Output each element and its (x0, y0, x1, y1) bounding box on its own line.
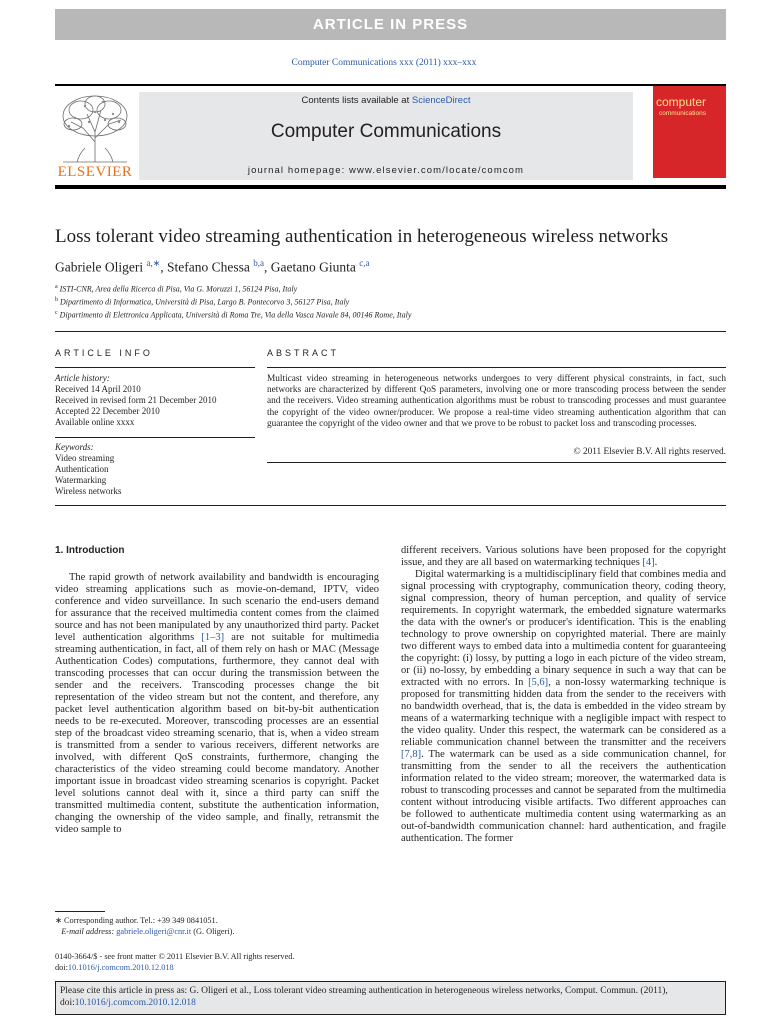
issn-line: 0140-3664/$ - see front matter © 2011 Elsevier B.V. All rights reserved. (55, 952, 295, 961)
citation-link[interactable]: [5,6] (528, 677, 549, 688)
cover-title: computer (656, 95, 707, 109)
front-matter-rule (55, 331, 726, 332)
affiliation-text: Dipartimento di Elettronica Applicata, Università di Roma Tre, Via della Vasca Navale 84, 00146 Rome, Italy (59, 310, 412, 320)
paragraph-text: are not suitable for multimedia streaming authentication, in fact, all of them rely on hash or MAC (Message Authentication Codes) computations, furthermore, they cannot deal with transcoding processes that can occur during the transmission between the sender and the receivers. Transcoding processes change the bit representation of the video stream but not the content, and therefore, any packet level authentication algorithm based on bit-by-bit authentication needs to be re-executed. Moreover, transcoding processes are an essential step of the broadcast video streaming scenario, that is, when a video stream is transmitted from a sender to various receivers, different networks are involved, with different QoS constraints, furthermore, changing the characteristics of the video streaming could become mandatory. Another important issue in broadcast video streaming scenarios is copyright. Packet level solutions cannot deal with it, since a third party can sniff the transmitted multimedia content, substitute the authentication information, changing the ownership of the video sample, and finally, retransmit the video sample to (55, 632, 379, 835)
citation-link[interactable]: [4] (642, 557, 655, 568)
sciencedirect-link[interactable]: ScienceDirect (411, 95, 471, 106)
author-separator: , (264, 259, 271, 275)
affiliation-marker: a (55, 284, 58, 290)
article-info-rule (55, 367, 255, 368)
keywords-label: Keywords: (55, 442, 94, 452)
abstract-heading: ABSTRACT (267, 348, 340, 358)
keyword-item: Video streaming (55, 453, 115, 463)
header-rule (55, 84, 726, 86)
corresponding-author-footnote (55, 915, 385, 937)
author-separator: , (160, 259, 168, 275)
citation-notice-box (55, 981, 726, 1015)
body-column-right (401, 545, 726, 845)
affiliation-marker: c (55, 310, 58, 317)
section-heading-introduction: 1. Introduction (55, 545, 125, 556)
email-suffix: (G. Oligeri). (191, 927, 235, 936)
keywords (55, 442, 121, 497)
affiliation-item (55, 308, 745, 321)
article-info-heading: ARTICLE INFO (55, 348, 153, 358)
doi-line (55, 962, 455, 973)
citation-doi-link[interactable]: 10.1016/j.comcom.2010.12.018 (74, 998, 196, 1008)
paragraph-text: Digital watermarking is a multidisciplinary field that combines media and signal processing with cryptography, communication theory, coding theory, signal compression, theory of human perception, and quality of service requirements. In copyright watermark, the embedded signature watermarks the data with the owner's or producer's identification. This is the enabling technology to prove ownership on copyrighted material. There are mainly two different ways to embed data into a multimedia content for guaranteeing the copyright: (i) lossy, by putting a logo in each picture of the video stream, or (ii) no-lossy, by embedding a binary sequence in such a way that can be extracted with no errors. In (401, 569, 726, 688)
paragraph-text: . (654, 557, 658, 568)
affiliation-item (55, 295, 745, 308)
issn-block (55, 951, 455, 973)
journal-reference-link[interactable]: Computer Communications xxx (2011) xxx–xxx (291, 58, 477, 68)
corresponding-author-text: ∗ Corresponding author. Tel.: +39 349 0841051. (55, 916, 218, 925)
keywords-rule (55, 437, 255, 438)
paragraph-text: The rapid growth of network availability and bandwidth is encouraging video streaming applications such as movie-on-demand, IPTV, video conference and video surveillance. In such scenario the end-users demand for assurance that the received multimedia content comes from the claimed source and has not been manipulated by any unauthorized third party. Packet level authentication algorithms (55, 572, 379, 643)
elsevier-logo-text: ELSEVIER (57, 164, 133, 180)
paper-title: Loss tolerant video streaming authentication in heterogeneous wireless networks (55, 226, 669, 247)
keyword-item: Authentication (55, 464, 109, 474)
author-affiliation-marker[interactable]: c,a (359, 258, 370, 268)
body-paragraph (401, 569, 726, 845)
email-line (55, 926, 385, 937)
article-in-press-banner: ARTICLE IN PRESS (55, 9, 726, 40)
citation-link[interactable]: [7,8] (401, 749, 422, 760)
masthead-bottom-rule (55, 185, 726, 189)
article-history (55, 373, 216, 428)
abstract-bottom-rule (267, 462, 726, 463)
body-paragraph-continued (401, 545, 726, 569)
author-name: Gabriele Oligeri (55, 259, 144, 275)
cover-subtitle: communications (659, 110, 706, 117)
footnote-rule (55, 911, 105, 912)
history-item: Available online xxxx (55, 417, 135, 427)
journal-homepage[interactable]: journal homepage: www.elsevier.com/locate/comcom (247, 165, 525, 176)
affiliation-text: ISTI-CNR, Area della Ricerca di Pisa, Via G. Moruzzi 1, 56124 Pisa, Italy (59, 284, 298, 294)
affiliation-marker: b (55, 297, 58, 304)
citation-notice-text: Please cite this article in press as: G. Oligeri et al., Loss tolerant video streaming authentication in heterogeneous wireless networks, Comput. Commun. (2011), doi: (60, 986, 668, 1008)
author-affiliation-marker[interactable]: a,∗ (146, 258, 161, 268)
affiliation-item (55, 282, 745, 295)
abstract-copyright: © 2011 Elsevier B.V. All rights reserved. (573, 447, 726, 457)
history-item: Received in revised form 21 December 2010 (55, 395, 217, 405)
affiliation-text: Dipartimento di Informatica, Università di Pisa, Largo B. Pontecorvo 3, 56127 Pisa, Italy (60, 297, 350, 307)
doi-link[interactable]: 10.1016/j.comcom.2010.12.018 (67, 963, 174, 972)
body-column-left (55, 572, 379, 836)
body-paragraph (55, 572, 379, 836)
author-list (55, 258, 745, 276)
affiliations (55, 282, 745, 321)
article-history-label: Article history: (55, 373, 110, 383)
front-matter-end-rule (55, 505, 726, 506)
journal-title: Computer Communications (270, 121, 502, 142)
contents-line (139, 95, 633, 106)
author-name: Stefano Chessa (167, 259, 250, 275)
paragraph-text: different receivers. Various solutions have been proposed for the copyright issue, and they are all based on watermarking techniques (401, 545, 726, 568)
abstract-text: Multicast video streaming in heterogeneous networks undergoes to very different physical constraints, in fact, such networks are characterized by different QoS parameters, involving one or more transcoding process between the sender and the receivers. Video streaming authentication algorithms must be robust to transcoding processes and must guarantee the copyright of the video owner/producer. We propose a real-time video streaming authentication algorithm that can guarantee the copyright of the video owner and that we prove to be robust to packet loss and transcoding processes. (267, 374, 726, 429)
history-item: Accepted 22 December 2010 (55, 406, 160, 416)
author-affiliation-marker[interactable]: b,a (253, 258, 264, 268)
email-label: E-mail address: (61, 927, 117, 936)
email-link[interactable]: gabriele.oligeri@cnr.it (116, 927, 192, 936)
author-name: Gaetano Giunta (270, 259, 356, 275)
paragraph-text: , a non-lossy watermarking technique is proposed for transmitting hidden data from the sender to the receivers with no bandwidth overhead, that is, the data is embedded in the video stream by means of a watermarking technique with a negligible impact with respect to the video quality. Under this respect, the watermark can be considered as a reliable communication channel between the transmitter and the receivers (401, 677, 726, 748)
keyword-item: Wireless networks (55, 486, 122, 496)
doi-prefix: doi: (55, 963, 68, 972)
citation-link[interactable]: [1–3] (201, 632, 225, 643)
abstract-rule (267, 367, 726, 368)
keyword-item: Watermarking (55, 475, 107, 485)
history-item: Received 14 April 2010 (55, 384, 141, 394)
paragraph-text: . The watermark can be used as a side communication channel, for transmitting from the sender to all the receivers the authentication information related to the video stream; moreover, the watermarked data is robust to transcoding processes and cannot be separated from the multimedia content without introducing visible artifacts. Two different approaches can be followed to authenticate multimedia content using watermarking as an out-of-bandwidth communication channel: hard authentication, and fragile authentication. The former (401, 749, 726, 844)
contents-prefix: Contents lists available at (301, 95, 412, 106)
